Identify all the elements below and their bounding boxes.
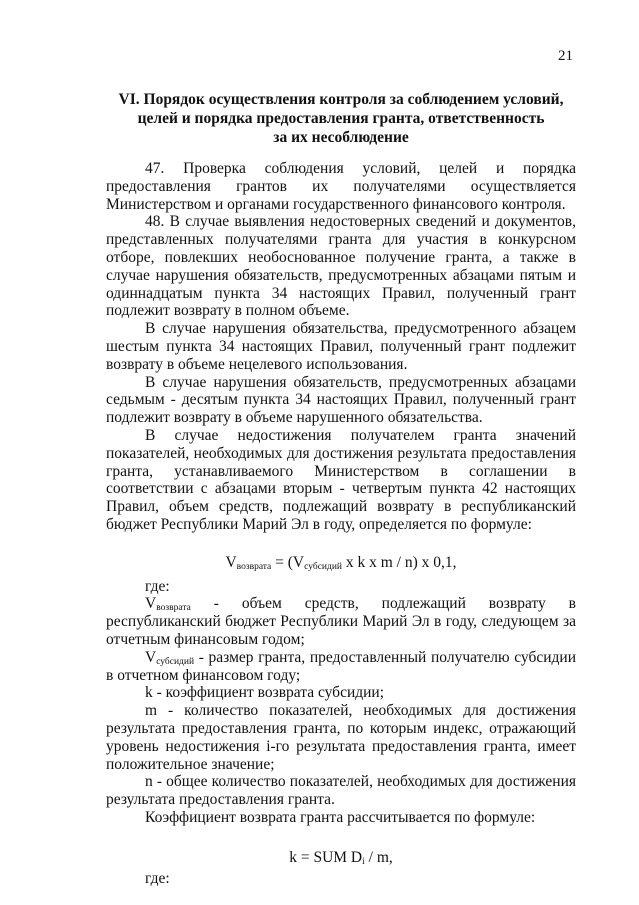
paragraph-seventh-clause: В случае нарушения обязательств, предусмотренных абзацами седьмым - десятым пункта 34 настоящих Правил, полученный грант подлежит возврату в объеме нарушенного обязательства. [106,373,576,427]
heading-line-2: целей и порядка предоставления гранта, ответственность [137,110,545,127]
where-label-1: где: [145,577,170,595]
formula-return-amount [106,554,576,572]
def-v-subsidy-text: - размер гранта, предоставленный получателю субсидии в отчетном финансовом году; [106,648,576,684]
definition-n: n - общее количество показателей, необходимых для достижения результата предоставления гранта. [106,773,576,809]
formula-rest: x k x m / n) x 0,1, [342,553,457,571]
formula2-start: k = SUM D [289,848,363,866]
paragraph-sixth-clause: В случае нарушения обязательства, предусмотренного абзацем шестым пункта 34 настоящих Правил, полученный грант подлежит возврату в объеме нецелевого использования. [106,320,576,373]
formula-coefficient [106,849,576,867]
formula-eq-open: = (V [271,553,305,571]
formula-sub-return: возврата [236,561,272,572]
formula-v: V [225,553,237,571]
definition-k: k - коэффициент возврата субсидии; [145,684,385,702]
heading-line-1: VI. Порядок осуществления контроля за соблюдением условий, [118,91,564,108]
formula2-sub-i: i [362,856,365,867]
def-v-subsidy-sub: субсидий [156,656,195,667]
where-label-2: где: [145,870,170,888]
formula2-end: / m, [364,848,393,866]
document-body [106,160,576,888]
heading-line-3: за их несоблюдение [273,129,409,146]
def-v-return-sub: возврата [156,603,191,614]
paragraph-indicators: В случае недостижения получателем гранта значений показателей, необходимых для достижения результата предоставления гранта, устанавливаемого Министерством в соглашении в соответствии с абзацами вторым - четвертым пункта 42 настоящих Правил, объем средств, подлежащий возврату в республиканский бюджет Республики Марий Эл в году, определяется по формуле: [106,426,576,533]
def-v-subsidy-symbol: V [145,648,157,666]
paragraph-48: 48. В случае выявления недостоверных сведений и документов, представленных получателями гранта для участия в конкурсном отборе, повлекших необоснованное получение гранта, а также в случае нарушения обязательств, предусмотренных абзацами пятым и одиннадцатым пункта 34 настоящих Правил, полученный грант подлежит возврату в полном объеме. [106,213,576,320]
def-v-return-symbol: V [145,595,157,613]
definition-m: m - количество показателей, необходимых для достижения результата предоставления гранта, по которым индекс, отражающий уровень недостижения i-го результата предоставления гранта, имеет положительное значение; [106,702,576,773]
definition-v-subsidy [106,649,576,685]
coefficient-intro: Коэффициент возврата гранта рассчитывается по формуле: [145,808,536,826]
formula-sub-subsidy: субсидий [304,561,342,572]
page-number: 21 [558,48,573,64]
def-v-return-text: - объем средств, подлежащий возврату в республиканский бюджет Республики Марий Эл в году, следующем за отчетным финансовым годом; [106,595,576,648]
paragraph-47: 47. Проверка соблюдения условий, целей и порядка предоставления грантов их получателями осуществляется Министерством и органами государственного финансового контроля. [106,160,576,213]
section-heading [106,90,576,147]
definition-v-return [106,595,576,648]
